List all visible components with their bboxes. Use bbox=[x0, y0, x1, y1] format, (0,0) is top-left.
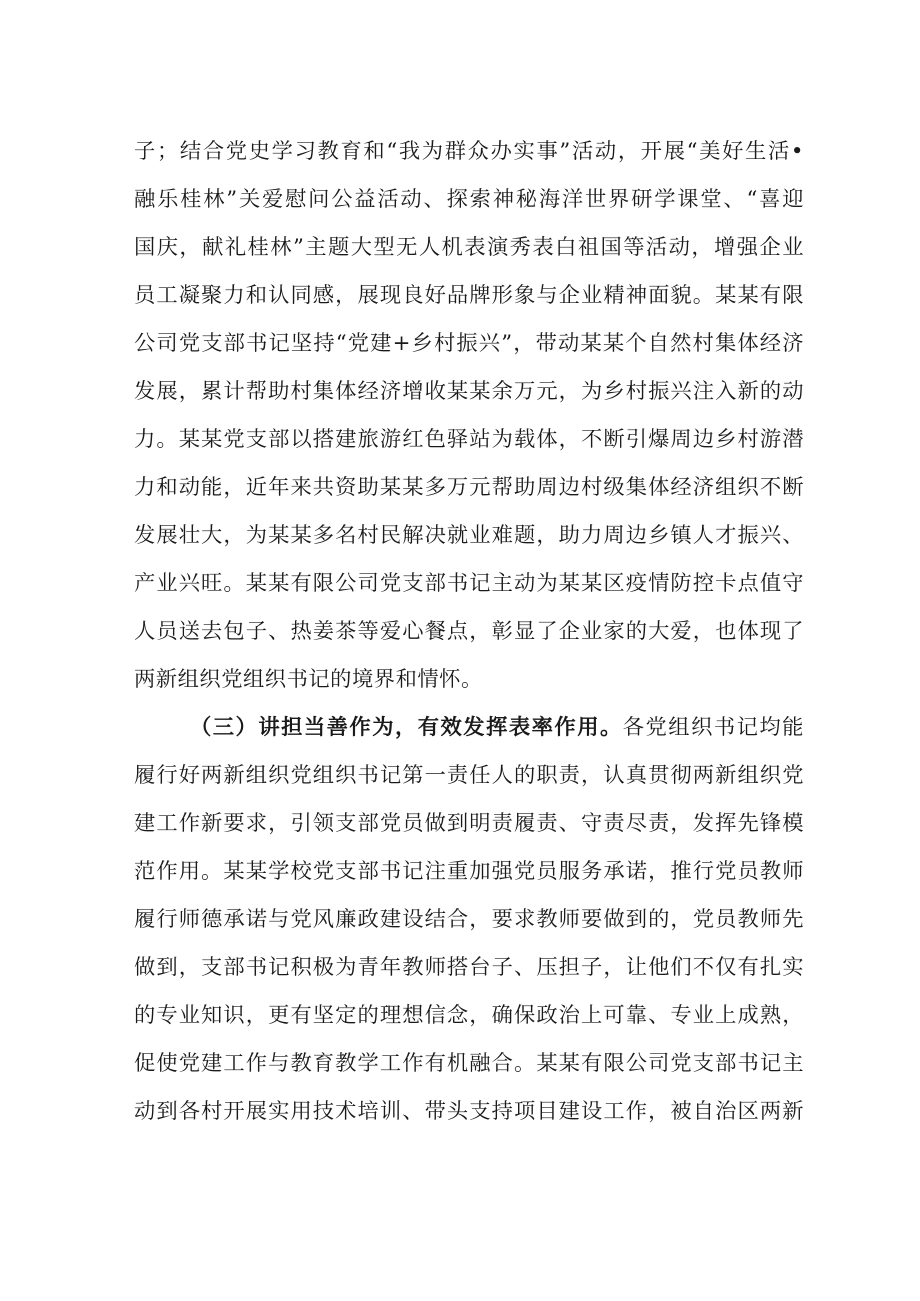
paragraph-2-line-2: 履行好两新组织党组织书记第一责任人的职责，认真贯彻两新组织党 bbox=[134, 763, 804, 788]
paragraph-1-line-11: 人员送去包子、热姜茶等爱心餐点，彰显了企业家的大爱，也体现了 bbox=[134, 619, 804, 644]
paragraph-1-line-9: 发展壮大，为某某多名村民解决就业难题，助力周边乡镇人才振兴、 bbox=[134, 523, 804, 548]
paragraph-2-line-6: 做到，支部书记积极为青年教师搭台子、压担子，让他们不仅有扎实 bbox=[134, 955, 804, 980]
paragraph-2-first-line-rest: 各党组织书记均能 bbox=[622, 715, 804, 740]
paragraph-1-line-3: 国庆，献礼桂林”主题大型无人机表演秀表白祖国等活动，增强企业 bbox=[134, 235, 804, 260]
paragraph-2-line-3: 建工作新要求，引领支部党员做到明责履责、守责尽责，发挥先锋模 bbox=[134, 811, 804, 836]
paragraph-2-line-9: 动到各村开展实用技术培训、带头支持项目建设工作，被自治区两新 bbox=[134, 1099, 804, 1124]
paragraph-1-line-12: 两新组织党组织书记的境界和情怀。 bbox=[134, 667, 483, 692]
paragraph-2-line-7: 的专业知识，更有坚定的理想信念，确保政治上可靠、专业上成熟， bbox=[134, 1003, 804, 1028]
paragraph-1-line-2: 融乐桂林”关爱慰问公益活动、探索神秘海洋世界研学课堂、“喜迎 bbox=[134, 187, 804, 212]
section-heading: （三）讲担当善作为，有效发挥表率作用。 bbox=[190, 715, 623, 740]
paragraph-2-line-8: 促使党建工作与教育教学工作有机融合。某某有限公司党支部书记主 bbox=[134, 1051, 804, 1076]
paragraph-1-line-5: 公司党支部书记坚持“党建+乡村振兴”，带动某某个自然村集体经济 bbox=[134, 331, 804, 356]
paragraph-1-line-8: 力和动能，近年来共资助某某多万元帮助周边村级集体经济组织不断 bbox=[134, 475, 804, 500]
paragraph-1-line-10: 产业兴旺。某某有限公司党支部书记主动为某某区疫情防控卡点值守 bbox=[134, 571, 804, 596]
paragraph-1-line-1: 子；结合党史学习教育和“我为群众办实事”活动，开展“美好生活• bbox=[134, 139, 804, 164]
paragraph-2-line-5: 履行师德承诺与党风廉政建设结合，要求教师要做到的，党员教师先 bbox=[134, 907, 804, 932]
paragraph-1-line-7: 力。某某党支部以搭建旅游红色驿站为载体，不断引爆周边乡村游潜 bbox=[134, 427, 804, 452]
paragraph-2-first-line bbox=[190, 708, 804, 748]
paragraph-1-line-4: 员工凝聚力和认同感，展现良好品牌形象与企业精神面貌。某某有限 bbox=[134, 283, 804, 308]
paragraph-1-line-6: 发展，累计帮助村集体经济增收某某余万元，为乡村振兴注入新的动 bbox=[134, 379, 804, 404]
paragraph-2-line-4: 范作用。某某学校党支部书记注重加强党员服务承诺，推行党员教师 bbox=[134, 859, 804, 884]
